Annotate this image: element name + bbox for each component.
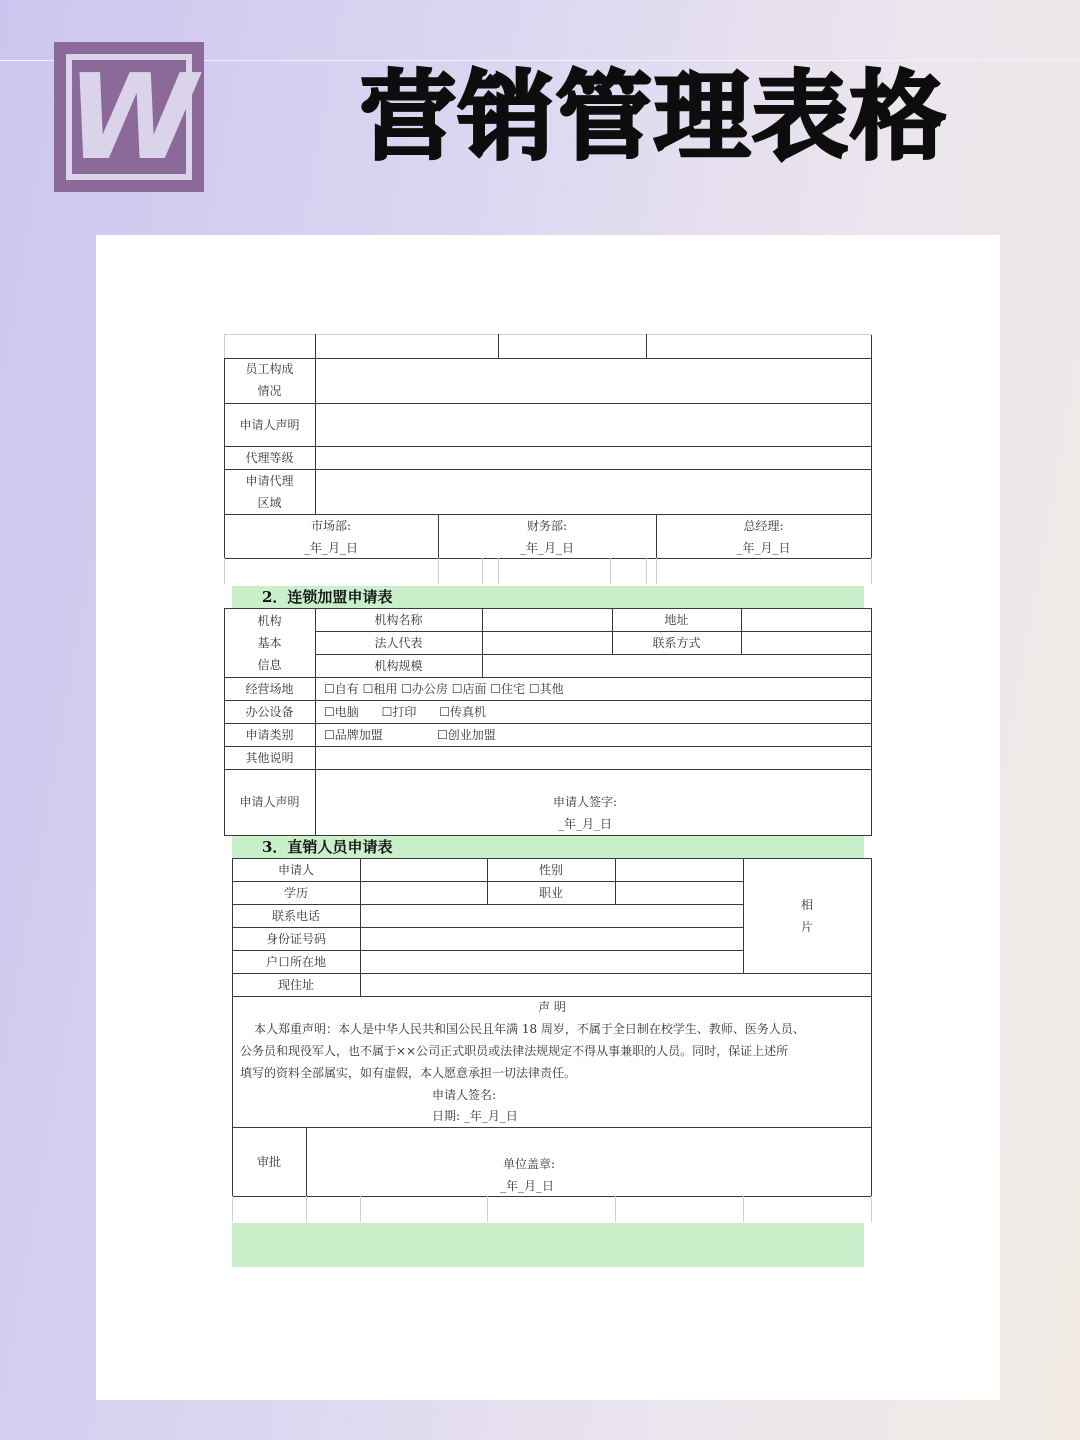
approval-market-dept: 市场部: (310, 519, 352, 533)
statement-line-1: 本人郑重声明：本人是中华人民共和国公民且年满 18 周岁，不属于全日制在校学生、教师、医务人员、 (254, 1022, 805, 1036)
org-label-2: 基本 (257, 636, 282, 650)
approval-finance-date: _年_月_日 (519, 541, 574, 555)
org-name-label: 机构名称 (374, 613, 423, 627)
approval-market-date: _年_月_日 (303, 541, 358, 555)
type-option-brand[interactable]: ☐品牌加盟 (324, 728, 383, 742)
address-label: 地址 (664, 613, 689, 627)
equipment-label: 办公设备 (245, 705, 294, 719)
logo-letter: W (66, 48, 192, 186)
equipment-options[interactable]: ☐电脑 ☐打印 ☐传真机 (324, 705, 487, 719)
statement-date: 日期: _年_月_日 (432, 1109, 518, 1123)
applicant-label: 申请人 (277, 863, 314, 877)
signature-label: 申请人签字: (553, 795, 618, 809)
section3-heading: 3．直销人员申请表 (262, 838, 393, 856)
seal-label: 单位盖章: (503, 1157, 556, 1171)
row-label-region-2: 区域 (257, 496, 282, 510)
contact-label: 联系方式 (652, 636, 701, 650)
section2-heading: 2．连锁加盟申请表 (262, 588, 393, 606)
phone-label: 联系电话 (271, 909, 320, 923)
approval-finance-dept: 财务部: (526, 519, 568, 533)
declaration-label: 申请人声明 (239, 795, 300, 809)
bottom-highlight-bar (232, 1223, 864, 1267)
org-label-3: 信息 (257, 658, 282, 672)
photo-label-2: 片 (800, 920, 813, 934)
applicant-signature-label: 申请人签名: (432, 1088, 497, 1102)
statement-line-2: 公务员和现役军人，也不属于××公司正式职员或法律法规规定不得从事兼职的人员。同时，保证上述所 (240, 1044, 789, 1058)
row-label-staff-2: 情况 (257, 384, 282, 398)
approval-label: 审批 (256, 1155, 281, 1169)
type-label: 申请类别 (245, 728, 294, 742)
photo-label-1: 相 (800, 898, 813, 912)
word-logo-icon (54, 42, 204, 192)
row-label-declaration: 申请人声明 (239, 418, 300, 432)
row-label-region-1: 申请代理 (245, 474, 294, 488)
approval-gm-date: _年_月_日 (736, 541, 791, 555)
occupation-label: 职业 (538, 886, 563, 900)
scale-label: 机构规模 (374, 659, 423, 673)
hukou-label: 户口所在地 (265, 955, 326, 969)
education-label: 学历 (283, 886, 308, 900)
approval-gm-dept: 总经理: (743, 519, 784, 533)
page-title: 营销管理表格 (360, 61, 948, 173)
venue-options[interactable]: ☐自有 ☐租用 ☐办公房 ☐店面 ☐住宅 ☐其他 (324, 682, 564, 696)
venue-label: 经营场地 (245, 682, 294, 696)
row-label-agent-level: 代理等级 (245, 451, 294, 465)
type-option-startup[interactable]: ☐创业加盟 (437, 728, 496, 742)
seal-date: _年_月_日 (500, 1179, 555, 1193)
legal-rep-label: 法人代表 (374, 636, 423, 650)
gender-label: 性别 (538, 863, 563, 877)
signature-date: _年_月_日 (558, 817, 613, 831)
org-label-1: 机构 (257, 614, 282, 628)
row-label-staff-1: 员工构成 (245, 362, 294, 376)
statement-title: 声 明 (538, 1000, 566, 1014)
other-label: 其他说明 (245, 751, 294, 765)
current-address-label: 现住址 (277, 978, 314, 992)
id-number-label: 身份证号码 (265, 932, 326, 946)
statement-line-3: 填写的资料全部属实，如有虚假，本人愿意承担一切法律责任。 (240, 1066, 577, 1080)
